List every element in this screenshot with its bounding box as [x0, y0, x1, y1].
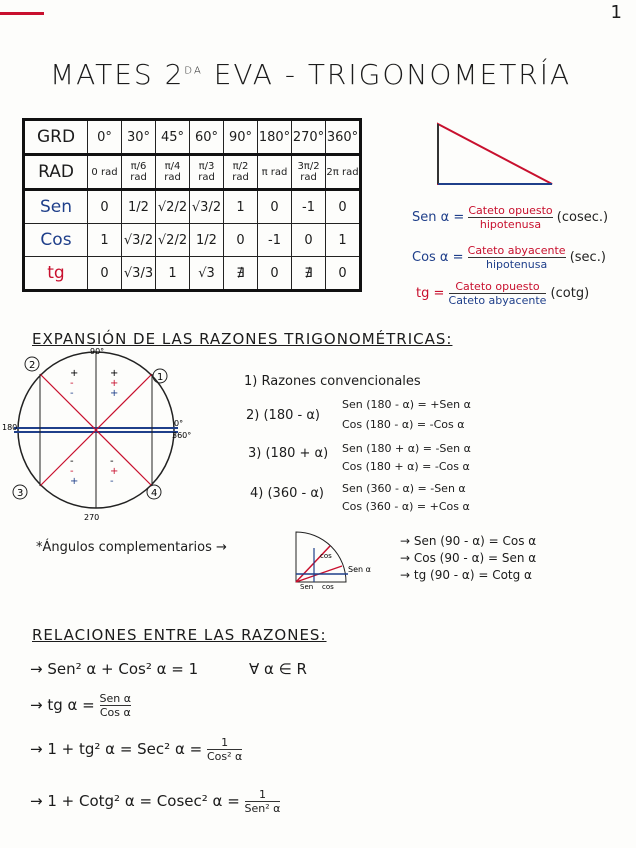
- relation-2-lhs: → tg α =: [30, 696, 95, 714]
- fig-sen-label: Sen: [300, 583, 314, 591]
- relation-2: [30, 692, 131, 719]
- label-180: 180: [2, 423, 18, 432]
- sen-lhs: Sen α =: [412, 210, 465, 225]
- table-cell: 3π/2 rad: [292, 155, 326, 190]
- tg-num: Cateto opuesto: [449, 280, 547, 294]
- triangle-hypotenuse: [438, 124, 552, 184]
- right-triangle-figure: [430, 118, 560, 190]
- expansion-item-3: 3) (180 + α): [248, 446, 329, 461]
- q4-sign: +: [110, 466, 119, 477]
- table-cell: 45°: [156, 120, 190, 155]
- top-red-line: [0, 12, 44, 15]
- table-cell: √2/2: [156, 224, 190, 257]
- expansion-item-1: 1) Razones convencionales: [244, 374, 421, 389]
- tg-ratio: [416, 280, 589, 307]
- expansion-4-sen: Sen (360 - α) = -Sen α: [342, 482, 466, 495]
- table-cell: 0: [258, 190, 292, 224]
- relation-3-num: 1: [207, 736, 242, 750]
- expansion-item-2: 2) (180 - α): [246, 408, 320, 423]
- title-rest: EVA - TRIGONOMETRÍA: [213, 58, 572, 91]
- sen-ratio: [412, 204, 608, 231]
- relation-3-fraction: [207, 736, 242, 763]
- expansion-heading: EXPANSIÓN DE LAS RAZONES TRIGONOMÉTRICAS:: [32, 330, 453, 348]
- table-cell: 1: [326, 224, 361, 257]
- table-cell: √2/2: [156, 190, 190, 224]
- table-cell: π/4 rad: [156, 155, 190, 190]
- relation-3-den: Cos² α: [206, 750, 243, 763]
- table-cell: 0: [292, 224, 326, 257]
- sen-fraction: [468, 204, 552, 231]
- label-360: 360°: [172, 431, 192, 440]
- table-cell: ∄: [292, 257, 326, 291]
- expansion-3-cos: Cos (180 + α) = -Cos α: [342, 460, 470, 473]
- cos-num: Cateto abyacente: [467, 244, 566, 257]
- tg-den: Cateto abyacente: [448, 294, 547, 307]
- label-90: 90°: [90, 347, 105, 356]
- relation-3-lhs: → 1 + tg² α = Sec² α =: [30, 740, 203, 758]
- cos-lhs: Cos α =: [412, 250, 464, 265]
- relation-2-den: Cos α: [99, 706, 131, 719]
- q2-label: 2: [29, 360, 36, 371]
- q4-label: 4: [151, 488, 158, 499]
- relation-2-num: Sen α: [99, 692, 131, 705]
- table-cell: π rad: [258, 155, 292, 190]
- expansion-2-sen: Sen (180 - α) = +Sen α: [342, 398, 471, 411]
- table-cell: 1: [156, 257, 190, 291]
- table-cell: 0: [88, 257, 122, 291]
- table-row: [24, 257, 361, 291]
- q1-label: 1: [157, 372, 164, 383]
- label-0: 0°: [174, 419, 184, 428]
- relation-2-fraction: [100, 692, 131, 719]
- label-270: 270: [84, 513, 100, 522]
- table-cell: 1: [224, 190, 258, 224]
- fig-sen-alpha-label: Sen α: [348, 565, 371, 574]
- q4-sign: -: [110, 456, 114, 467]
- table-row: [24, 155, 361, 190]
- q3-sign: -: [70, 466, 74, 477]
- expansion-item-4: 4) (360 - α): [250, 486, 324, 501]
- table-cell: 1/2: [122, 190, 156, 224]
- table-cell: 90°: [224, 120, 258, 155]
- table-cell: 270°: [292, 120, 326, 155]
- tg-recip: (cotg): [550, 286, 590, 301]
- table-cell: 360°: [326, 120, 361, 155]
- sen-den: hipotenusa: [479, 218, 542, 231]
- table-cell: π/3 rad: [190, 155, 224, 190]
- relation-4-num: 1: [245, 788, 281, 802]
- title-sup: DA: [184, 65, 203, 77]
- relations-heading: RELACIONES ENTRE LAS RAZONES:: [32, 626, 327, 644]
- table-cell: 1/2: [190, 224, 224, 257]
- relation-3: [30, 736, 242, 763]
- q3-sign: +: [70, 476, 79, 487]
- table-cell: √3/2: [122, 224, 156, 257]
- sen-num: Cateto opuesto: [468, 204, 553, 217]
- cos-den: hipotenusa: [485, 258, 548, 271]
- row-label: Sen: [24, 190, 88, 224]
- title-main: MATES 2: [50, 58, 185, 91]
- table-cell: -1: [258, 224, 292, 257]
- page-title: [50, 58, 571, 91]
- cos-recip: (sec.): [569, 250, 606, 265]
- trig-table: [22, 118, 362, 292]
- complementary-line-2: → Cos (90 - α) = Sen α: [400, 551, 537, 565]
- table-cell: 0: [258, 257, 292, 291]
- fig-cos-label: cos: [320, 552, 332, 560]
- relation-1-tail: ∀ α ∈ R: [248, 660, 307, 678]
- row-label: Cos: [24, 224, 88, 257]
- table-cell: 0 rad: [88, 155, 122, 190]
- row-label: tg: [24, 257, 88, 291]
- table-cell: √3/3: [122, 257, 156, 291]
- q4-sign: -: [110, 476, 114, 487]
- table-cell: -1: [292, 190, 326, 224]
- row-label: GRD: [24, 120, 88, 155]
- relation-4: [30, 788, 280, 815]
- table-row: [24, 224, 361, 257]
- q3-sign: -: [70, 456, 74, 467]
- row-label: RAD: [24, 155, 88, 190]
- complementary-label: *Ángulos complementarios →: [36, 540, 227, 555]
- q3-label: 3: [17, 488, 24, 499]
- table-cell: 0°: [88, 120, 122, 155]
- complementary-figure: [286, 528, 382, 590]
- relation-4-den: Sen² α: [244, 802, 281, 815]
- table-row: [24, 120, 361, 155]
- table-cell: 2π rad: [326, 155, 361, 190]
- tg-lhs: tg =: [416, 286, 445, 301]
- relation-4-lhs: → 1 + Cotg² α = Cosec² α =: [30, 792, 240, 810]
- q1-sign: +: [110, 388, 119, 399]
- relation-1: [30, 660, 307, 678]
- page-number: 1: [610, 2, 622, 23]
- table-cell: 30°: [122, 120, 156, 155]
- cos-fraction: [468, 244, 566, 271]
- table-cell: √3/2: [190, 190, 224, 224]
- table-cell: 0: [88, 190, 122, 224]
- fig-cos2-label: cos: [322, 583, 334, 591]
- table-cell: 0: [326, 257, 361, 291]
- table-cell: 60°: [190, 120, 224, 155]
- q2-sign: -: [70, 378, 74, 389]
- relation-1-text: → Sen² α + Cos² α = 1: [30, 660, 199, 678]
- cos-ratio: [412, 244, 606, 271]
- q2-sign: +: [70, 368, 79, 379]
- table-row: [24, 190, 361, 224]
- table-cell: √3: [190, 257, 224, 291]
- expansion-3-sen: Sen (180 + α) = -Sen α: [342, 442, 471, 455]
- sen-recip: (cosec.): [556, 210, 609, 225]
- table-cell: π/6 rad: [122, 155, 156, 190]
- relation-4-fraction: [245, 788, 281, 815]
- tg-fraction: [449, 280, 547, 307]
- complementary-line-1: → Sen (90 - α) = Cos α: [400, 534, 537, 548]
- table-cell: 0: [224, 224, 258, 257]
- q2-sign: -: [70, 388, 74, 399]
- table-cell: 0: [326, 190, 361, 224]
- expansion-2-cos: Cos (180 - α) = -Cos α: [342, 418, 465, 431]
- expansion-4-cos: Cos (360 - α) = +Cos α: [342, 500, 470, 513]
- table-cell: π/2 rad: [224, 155, 258, 190]
- unit-circle-figure: [4, 346, 194, 522]
- table-cell: 1: [88, 224, 122, 257]
- q1-sign: +: [110, 378, 119, 389]
- table-cell: ∄: [224, 257, 258, 291]
- complementary-line-3: → tg (90 - α) = Cotg α: [400, 568, 532, 582]
- q1-sign: +: [110, 368, 119, 379]
- table-cell: 180°: [258, 120, 292, 155]
